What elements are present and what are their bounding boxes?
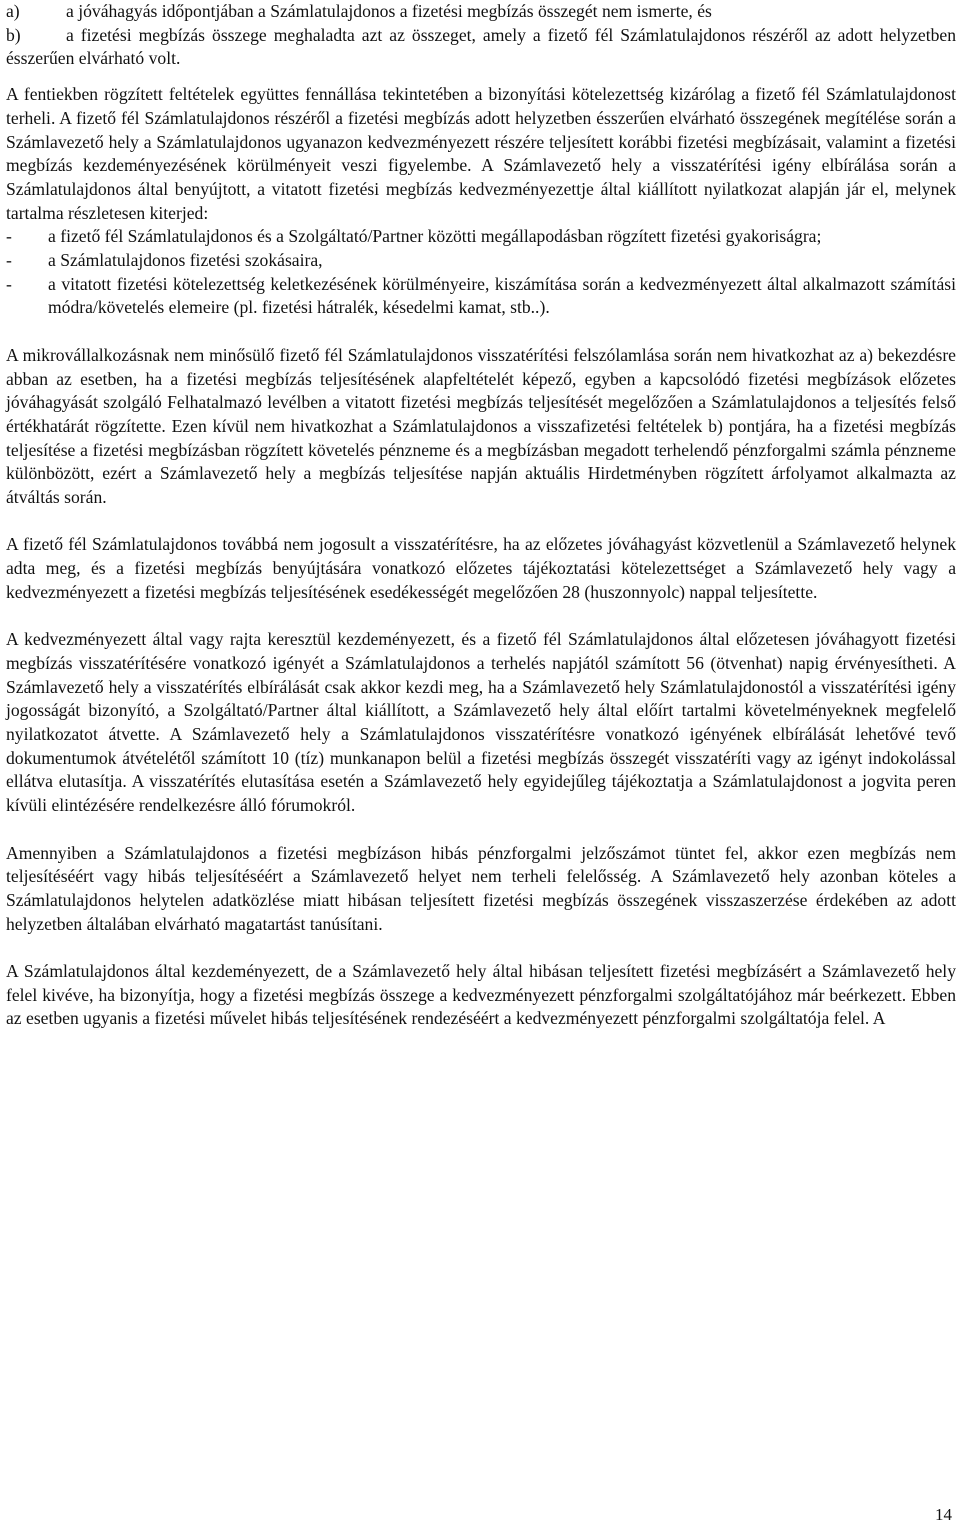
page-number: 14	[935, 1505, 952, 1524]
paragraph-wrong-account-number: Amennyiben a Számlatulajdonos a fizetési megbízáson hibás pénzforgalmi jelzőszámot tüntet fel, akkor ezen megbízás nem teljesítéséért vagy hibás teljesítéséért a Számlavezető helyet nem terheli felelősség. A Számlavezető hely azonban köteles a Számlatulajdonos helytelen adatközlése miatt hibásan teljesített fizetési megbízás összegének visszaszerzése érdekében az adott helyzetben általában elvárható magatartást tanúsítani.	[6, 842, 956, 934]
dash-list	[6, 225, 956, 320]
dash-marker: -	[6, 226, 12, 247]
paragraph-refund-claim: A kedvezményezett által vagy rajta keresztül kezdeményezett, és a fizető fél Számlatulajdonos által előzetesen jóváhagyott fizetési megbízás visszatérítésére vonatkozó igényét a Számlatulajdonos a terhelés napjától számított 56 (ötvenhat) napig érvényesítheti. A Számlavezető hely a visszatérítés elbírálását csak akkor kezdi meg, ha a Számlavezető hely Számlatulajdonostól a visszatérítési igény jogosságát bizonyító, a Szolgáltató/Partner által kiállított, a Számlavezető hely által előírt tartalmi követelményeknek megfelelő nyilatkozatot átvette. A Számlavezető hely a Számlatulajdonos visszatérítésre vonatkozó igényének elbírálását lehetővé tevő dokumentumok átvételétől számított 10 (tíz) munkanapon belül a fizetési megbízás összegét visszatéríti vagy az igényt indokolással ellátva elutasítja. A visszatérítés elutasítása esetén a Számlavezető hely egyidejűleg tájékoztatja a Számlatulajdonost a jogvita peren kívüli elintézésére rendelkezésre álló fórumokról.	[6, 629, 956, 816]
document-body	[6, 0, 956, 1031]
dash-item-text: a vitatott fizetési kötelezettség keletkezésének körülményeire, kiszámítása során a kedvezményezett által alkalmazott számítási módra/követelés elemeire (pl. fizetési hátralék, késedelmi kamat, stb..).	[48, 273, 956, 318]
dash-item-text: a fizető fél Számlatulajdonos és a Szolgáltató/Partner közötti megállapodásban rögzített fizetési gyakoriságra;	[48, 226, 822, 247]
paragraph-microenterprise: A mikrovállalkozásnak nem minősülő fizető fél Számlatulajdonos visszatérítési felszólamlása során nem hivatkozhat az a) bekezdésre abban az esetben, ha a fizetési megbízás teljesítésének alapfeltételét képező, egyben a kapcsolódó fizetési megbízások előzetes jóváhagyását szolgáló Felhatalmazó levélben a vitatott fizetési megbízás teljesítését megelőzően a Számlatulajdonos a teljesítés felső értékhatárát rögzítette. Ezen kívül nem hivatkozhat a Számlatulajdonos a visszafizetési feltételek b) pontjára, ha a fizetési megbízás teljesítése a fizetési megbízásban rögzített követelés pénzneme és a megbízásban megadott terhelendő pénzforgalmi számla pénzneme különbözött, ezért a Számlavezető hely a megbízás teljesítése napján aktuális Hirdetményben rögzített árfolyamot alkalmazta az átváltás során.	[6, 344, 956, 508]
dash-item	[6, 273, 956, 320]
dash-item	[6, 225, 956, 249]
dash-marker: -	[6, 250, 12, 271]
dash-marker: -	[6, 273, 12, 294]
paragraph-prior-approval: A fizető fél Számlatulajdonos továbbá nem jogosult a visszatérítésre, ha az előzetes jóváhagyást közvetlenül a Számlavezető helynek adta meg, és a fizetési megbízás benyújtására vonatkozó előzetes tájékoztatási kötelezettséget a Számlavezető hely vagy a kedvezményezett a fizetési megbízás teljesítésének esedékességét megelőzően 28 (huszonnyolc) nappal teljesítette.	[6, 534, 956, 602]
list-marker-wrap	[6, 25, 66, 45]
dash-item-text: a Számlatulajdonos fizetési szokásaira,	[48, 250, 323, 271]
paragraph-burden-of-proof: A fentiekben rögzített feltételek együttes fennállása tekintetében a bizonyítási kötelezettség kizárólag a fizető fél Számlatulajdonost terheli. A fizető fél Számlatulajdonos részéről a fizetési megbízás adott helyzetben ésszerűen elvárható összegének megítélése során a Számlavezető hely a Számlatulajdonos ugyanazon kedvezményezett részére teljesített korábbi fizetési megbízásait, valamint a fizetési megbízás kezdeményezésének körülményeit veszi figyelembe. A Számlavezető hely a visszatérítési igény elbírálása során a Számlatulajdonos által benyújtott, a vitatott fizetési megbízás kedvezményezettje által kiállított nyilatkozat alapján jár el, melynek tartalma részletesen kiterjed:	[6, 84, 956, 223]
list-item-text: a jóváhagyás időpontjában a Számlatulajdonos a fizetési megbízás összegét nem ismerte, és	[66, 1, 712, 21]
list-marker: b)	[6, 24, 21, 45]
paragraph-faulty-execution: A Számlatulajdonos által kezdeményezett, de a Számlavezető hely által hibásan teljesített fizetési megbízásért a Számlavezető hely felel kivéve, ha bizonyítja, hogy a fizetési megbízás összege a kedvezményezett pénzforgalmi szolgáltatójához már beérkezett. Ebben az esetben ugyanis a fizetési művelet hibás teljesítésének rendezéséért a kedvezményezett pénzforgalmi szolgáltatója felel. A	[6, 961, 956, 1029]
list-item-b	[6, 24, 956, 71]
list-marker: a)	[6, 1, 20, 21]
list-item-text: a fizetési megbízás összege meghaladta azt az összeget, amely a fizető fél Számlatulajdonos részéről az adott helyzetben ésszerűen elvárható volt.	[6, 24, 956, 69]
list-item-a	[6, 0, 956, 24]
dash-item	[6, 249, 956, 273]
